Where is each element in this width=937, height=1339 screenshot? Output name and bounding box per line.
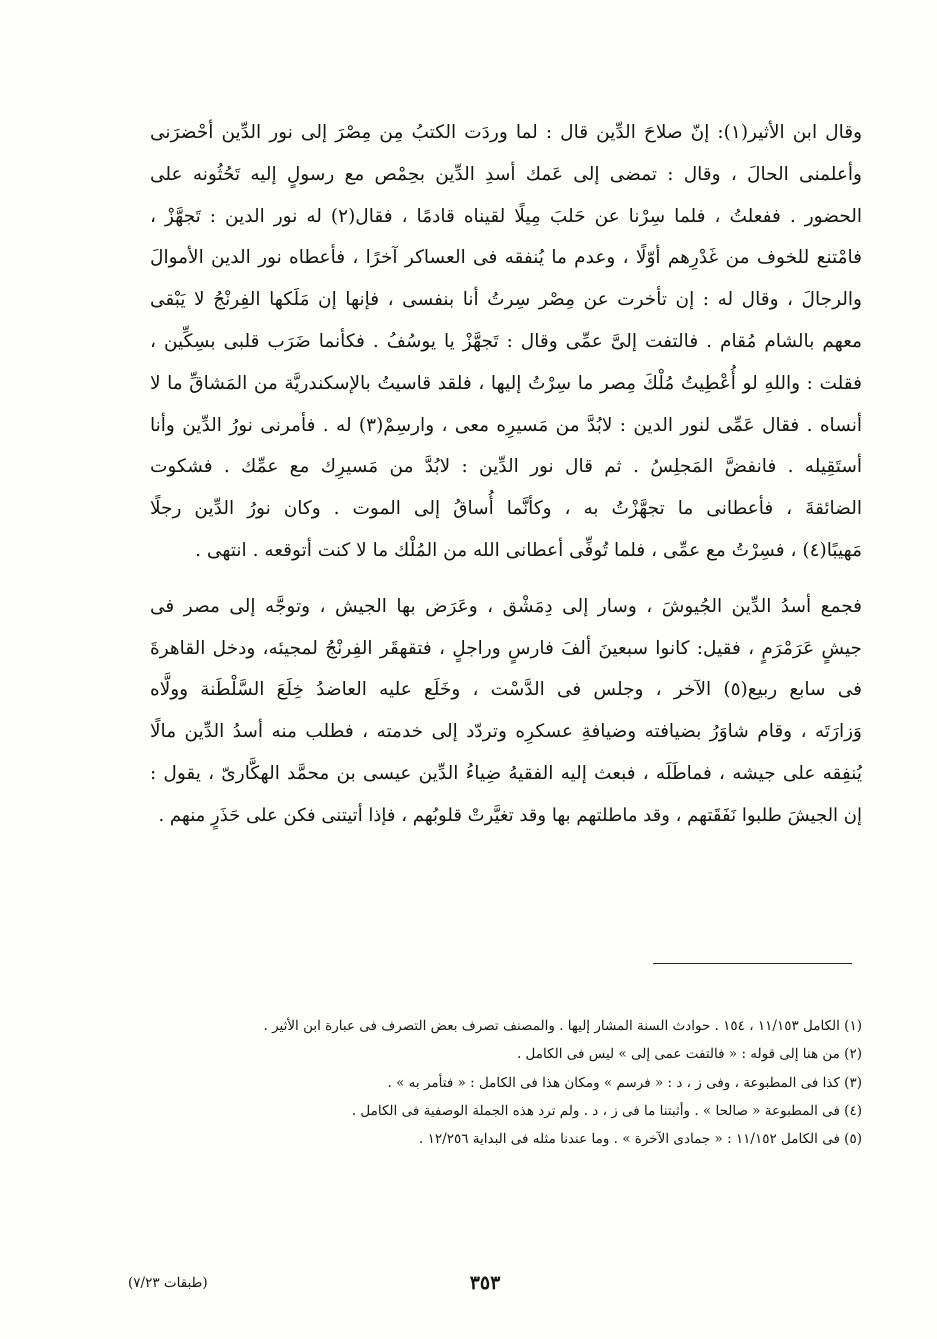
text-line: أنساه . فقال عَمِّى لنور الدين : لابُدَّ من مَسيرِه معى ، وارسِمْ(٣) له . فأمرنى نورُ الدِّين وأنا (150, 414, 862, 436)
text-line: فامْتنع للخوف من غَدْرِهم أوّلًا ، وعدم ما يُنفقه فى العساكر آخرًا ، فأعطاه نور الدين الأموالَ (150, 247, 862, 269)
signature-mark: (طبقات ٧/٢٣) (128, 1275, 208, 1291)
text-line: معهم بالشام مُقام . فالتفت إلىَّ عمِّى وقال : تَجهَّزْ يا يوسُفُ . فكأنما ضَرَب قلبى بسِكِّين ، (150, 330, 862, 352)
text-line: وَزارَتَه ، وقام شاوَرُ بضيافته وضيافةِ عسكرِه وتردّد إلى خدمته ، فطلب منه أسدُ الدِّين مالًا (150, 721, 862, 743)
text-line: فجمع أسدُ الدِّين الجُيوشَ ، وسار إلى دِمَشْق ، وعَرَض بها الجيش ، وتوجَّه إلى مصر فى (150, 595, 862, 617)
text-line: الضائقةَ ، فأعطانى ما تجهَّزْتُ به ، وكأنَّما أُساقُ إلى الموت . وكان نورُ الدِّين رجلًا (150, 498, 862, 520)
text-line: والرجالَ ، وقال له : إن تأخرت عن مِصْر سِرتُ أنا بنفسى ، فإنها إن مَلَكها الفِرنْجُ لا يَبْقى (150, 289, 862, 311)
text-line: يُنفِقه على جيشه ، فماطَلَه ، فبعث إليه الفقيهُ ضِياءُ الدِّين عيسى بن محمَّد الهكَّارىّ ، يقول : (150, 762, 862, 784)
footnote: (١) الكامل ١١/١٥٣ ، ١٥٤ . حوادث السنة المشار إليها . والمصنف تصرف بعض التصرف فى عبارة ابن الأثير . (263, 1018, 862, 1034)
footnote-separator (653, 963, 852, 964)
paragraph-gap (150, 572, 862, 586)
footnote: (٤) فى المطبوعة « صالحا » . وأثبتنا ما فى ز ، د . ولم ترد هذه الجملة الوصفية فى الكامل . (351, 1102, 862, 1119)
footnote: (٢) من هنا إلى قوله : « فالتفت عمى إلى » ليس فى الكامل . (516, 1046, 862, 1063)
text-line: فى سابع ربيع(٥) الآخر ، وجلس فى الدَّسْت ، وخَلَع عليه العاضدُ خِلَعَ السَّلْطَنة وولَّاه (150, 679, 862, 701)
footnote: (٥) فى الكامل ١١/١٥٢ : « جمادى الآخرة » . وما عندنا مثله فى البداية ١٢/٢٥٦ . (419, 1131, 862, 1148)
text-line: مَهيبًا(٤) ، فسِرْتُ مع عمِّى ، فلما تُوفِّى أعطانى الله من المُلْك ما لا كنت أتوقعه . انتهى . (195, 539, 862, 561)
text-line: أستَقِيله . فانفضَّ المَجلِسُ . ثم قال نور الدِّين : لابُدَّ من مَسيرِك مع عمِّك . فشكوت (150, 456, 862, 478)
text-line: وأعلمنى الحالَ ، وقال : تمضى إلى عَمك أسدِ الدِّين بحِمْص مع رسولٍ إليه تَحُثُونه على (150, 163, 862, 185)
text-line: جيشٍ عَرَمْرَمٍ ، فقيل: كانوا سبعينَ ألفَ فارسٍ وراجلٍ ، فتقهقَر الفِرنْجُ لمجيئه، ودخل القاهرةَ (150, 637, 862, 659)
main-text (150, 112, 862, 837)
footnote: (٣) كذا فى المطبوعة ، وفى ز ، د : « فرسم » ومكان هذا فى الكامل : « فتأمر به » . (387, 1074, 862, 1091)
text-line: وقال ابن الأثير(١): إنّ صلاحَ الدِّين قال : لما وردَت الكتبُ مِن مِصْرَ إلى نور الدِّين أحْضرَنى (150, 122, 862, 143)
text-line: إن الجيشَ طلبوا نَفَقَتهم ، وقد ماطلتهم بها وقد تغيَّرتْ قلوبُهم ، فإذا أتيتنى فكن على حَذَرٍ منهم . (158, 804, 862, 826)
footnotes (150, 1012, 862, 1153)
text-line: فقلت : واللهِ لو أُعْطِيتُ مُلْكَ مِصر ما سِرْتُ إليها ، فلقد قاسيتُ بالإسكندريَّة من المَشاقِّ ما لا (150, 372, 862, 394)
page-number: ٣٥٣ (469, 1272, 501, 1294)
text-line: الحضور . ففعلتُ ، فلما سِرْنا عن حَلبَ مِيلًا لقيناه قادمًا ، فقال(٢) له نور الدين : تَجهَّزْ ، (150, 205, 862, 227)
